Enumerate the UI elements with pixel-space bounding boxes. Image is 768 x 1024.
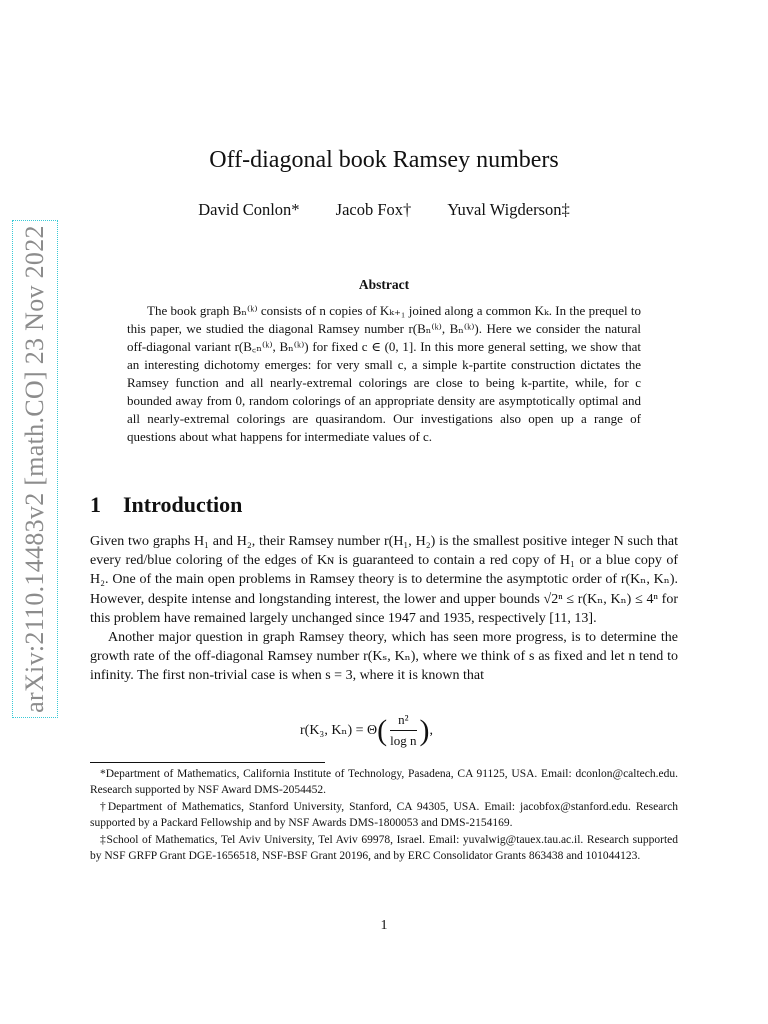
fraction-denominator: log n (390, 733, 417, 748)
left-paren: ( (377, 713, 388, 747)
section-number: 1 (90, 492, 101, 517)
equation-fraction (390, 712, 416, 749)
display-equation (300, 712, 433, 749)
footnote-fox: †Department of Mathematics, Stanford University, Stanford, CA 94305, USA. Email: jacobfox@stanford.edu. Research supported by a Packard Fellowship and by NSF Awards DMS-1800053 and DMS-2154169. (90, 801, 678, 829)
abstract-text: The book graph Bₙ⁽ᵏ⁾ consists of n copies of Kₖ₊₁ joined along a common Kₖ. In the prequel to this paper, we studied the diagonal Ramsey number r(Bₙ⁽ᵏ⁾, Bₙ⁽ᵏ⁾). Here we consider the natural off-diagonal variant r(B꜀ₙ⁽ᵏ⁾, Bₙ⁽ᵏ⁾) for fixed c ∈ (0, 1]. In this more general setting, we show that an interesting dichotomy emerges: for very small c, a simple k-partite construction dictates the Ramsey function and all nearly-extremal colorings are close to being k-partite, while, for c bounded away from 0, random colorings of an appropriate density are asymptotically optimal and all nearly-extremal colorings are quasirandom. Our investigations also open up a range of questions about what happens for intermediate values of c. (127, 303, 641, 444)
arxiv-identifier-text: arXiv:2110.14483v2 [math.CO] 23 Nov 2022 (20, 225, 49, 713)
footnote-rule (90, 762, 325, 763)
author-list (0, 200, 768, 220)
equation-lhs: r(K₃, Kₙ) = Θ (300, 723, 378, 738)
footnote-conlon: *Department of Mathematics, California Institute of Technology, Pasadena, CA 91125, USA. Email: dconlon@caltech.edu. Research supported by NSF Award DMS-2054452. (90, 768, 678, 796)
arxiv-identifier-stamp (12, 220, 58, 718)
footnote-wigderson: ‡School of Mathematics, Tel Aviv University, Tel Aviv 69978, Israel. Email: yuvalwig@tauex.tau.ac.il. Research supported by NSF GRFP Grant DGE-1656518, NSF-BSF Grant 20196, and by ERC Consolidator Grants 863438 and 101044123. (90, 834, 678, 862)
introduction-body (90, 532, 678, 686)
author-wigderson: Yuval Wigderson‡ (447, 200, 570, 219)
paper-title: Off-diagonal book Ramsey numbers (209, 147, 559, 173)
section-title: Introduction (123, 492, 243, 517)
page-number: 1 (380, 918, 388, 933)
fraction-numerator: n² (398, 712, 409, 727)
author-conlon: David Conlon* (198, 200, 300, 219)
intro-paragraph-2: Another major question in graph Ramsey theory, which has seen more progress, is to determine the growth rate of the off-diagonal Ramsey number r(Kₛ, Kₙ), where we think of s as fixed and let n tend to infinity. The first non-trivial case is when s = 3, where it is known that (90, 630, 678, 684)
right-paren: ) (419, 713, 430, 747)
equation-trailing-comma: , (429, 722, 434, 738)
section-heading (90, 492, 242, 518)
abstract-heading: Abstract (358, 277, 410, 292)
fraction-bar (390, 730, 416, 731)
intro-paragraph-1: Given two graphs H₁ and H₂, their Ramsey number r(H₁, H₂) is the smallest positive integer N such that every red/blue coloring of the edges of Kɴ is guaranteed to contain a red copy of H₁ or a blue copy of H₂. One of the main open problems in Ramsey theory is to determine the asymptotic order of r(Kₙ, Kₙ). However, despite intense and longstanding interest, the lower and upper bounds √2ⁿ ≤ r(Kₙ, Kₙ) ≤ 4ⁿ for this problem have remained largely unchanged since 1947 and 1935, respectively [11, 13]. (90, 534, 679, 626)
footnotes (90, 767, 678, 866)
author-fox: Jacob Fox† (335, 200, 412, 219)
